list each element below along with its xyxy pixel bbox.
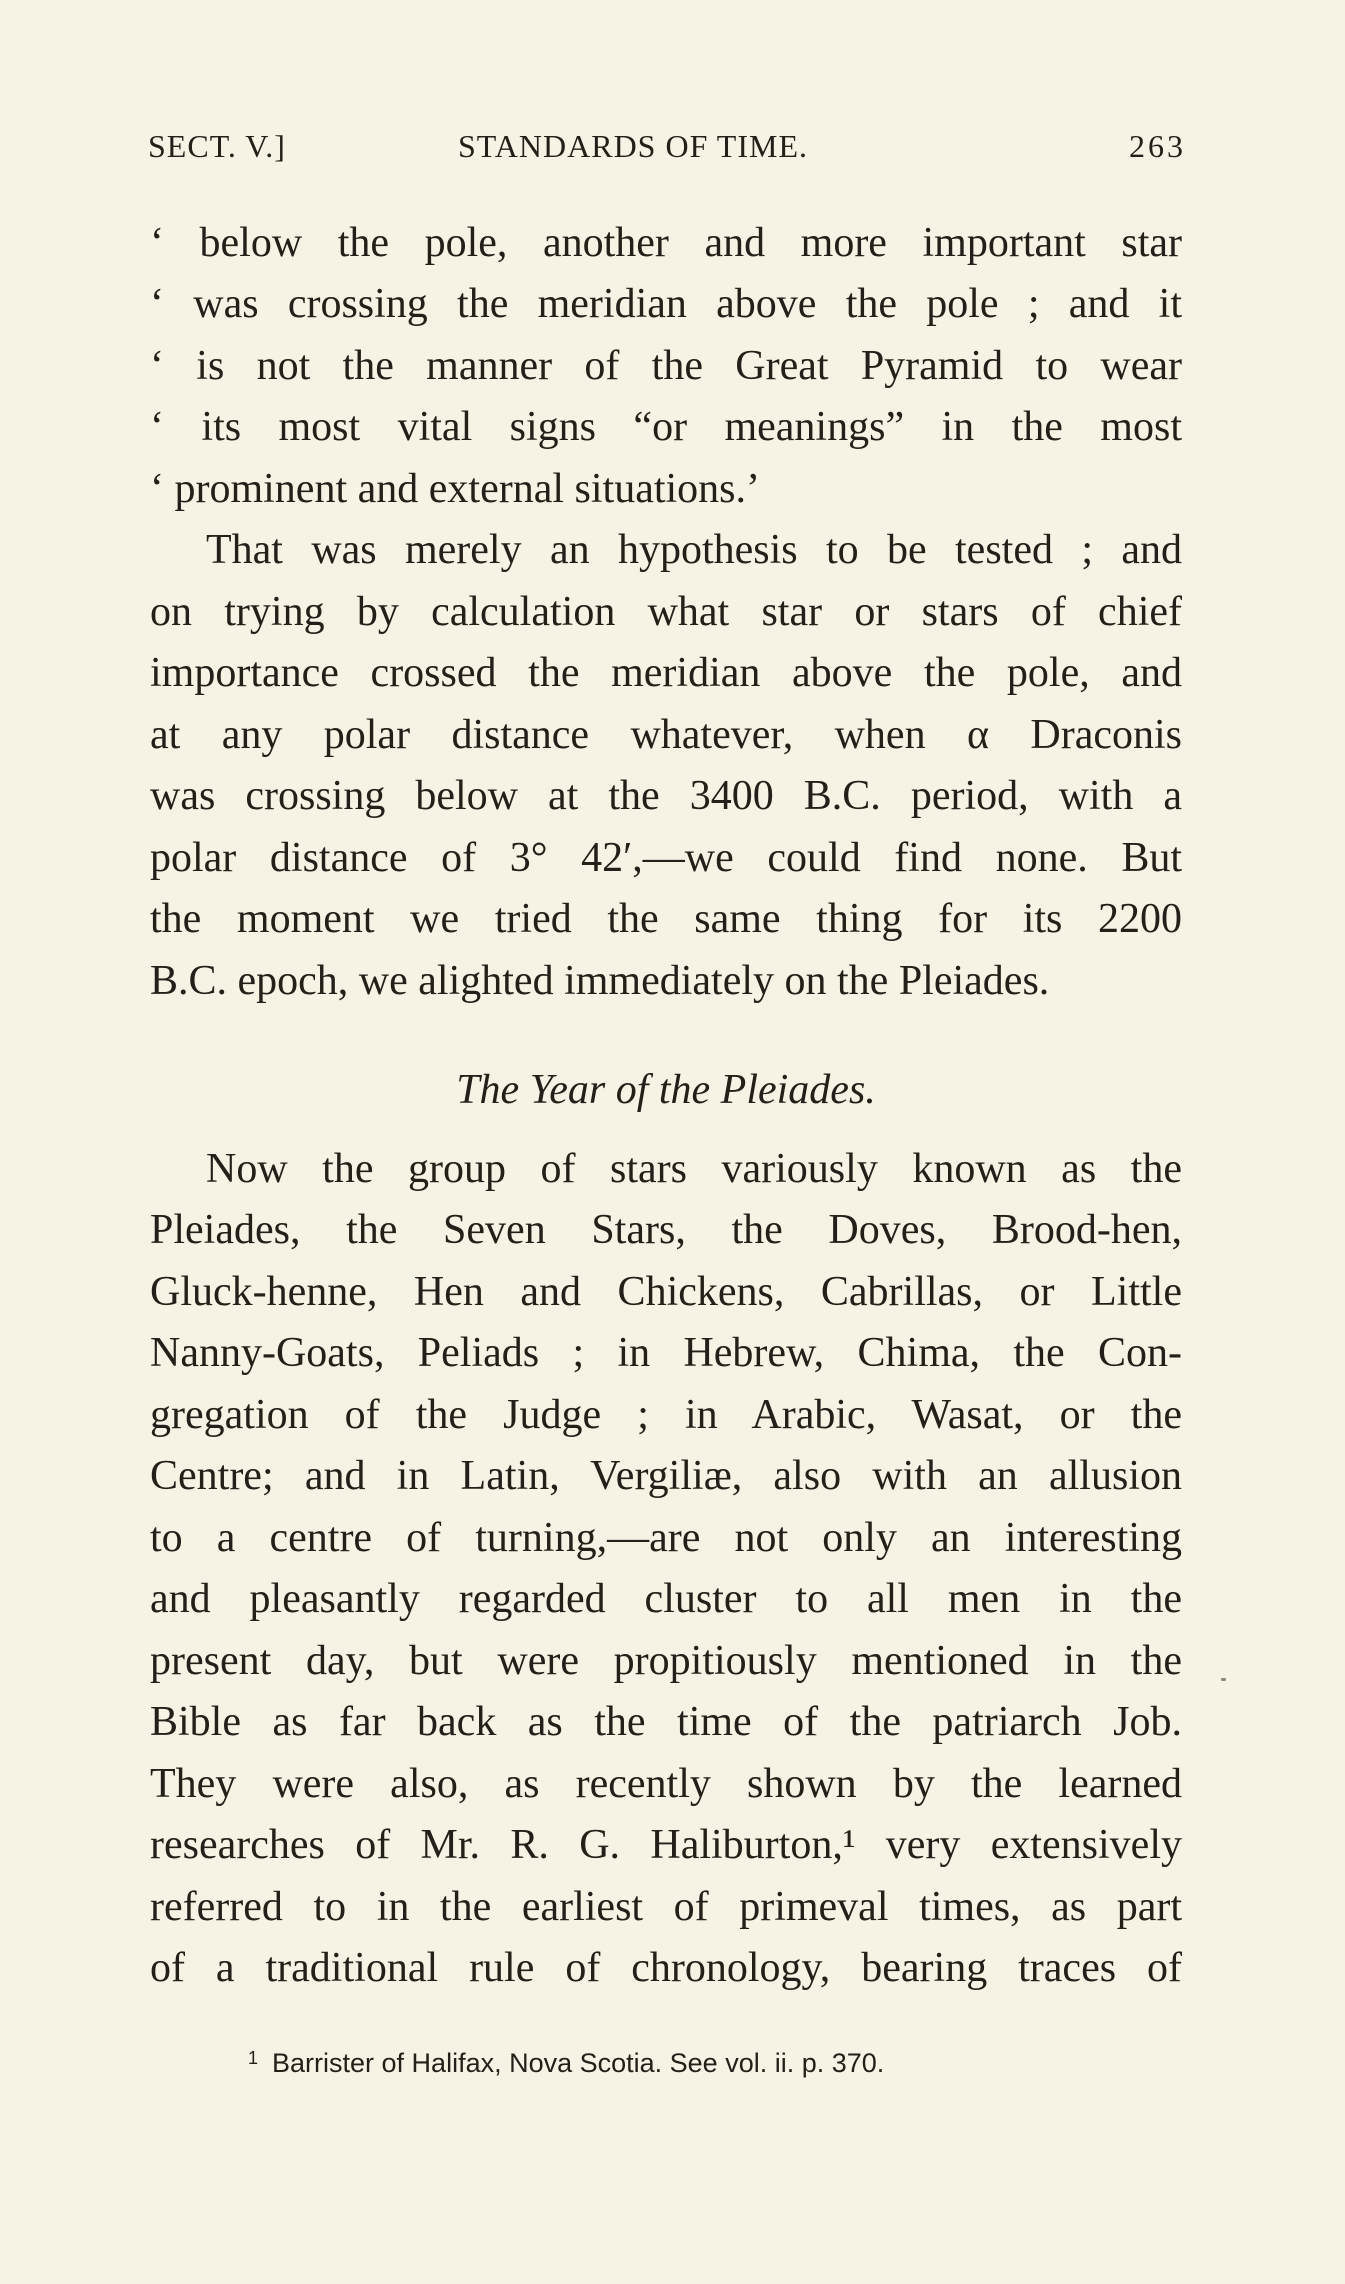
body-line: Bible as far back as the time of the patriarch Job.	[150, 1699, 1182, 1745]
body-line: on trying by calculation what star or stars of chief	[150, 589, 1182, 635]
body-line: at any polar distance whatever, when α Draconis	[150, 712, 1182, 758]
body-line: B.C. epoch, we alighted immediately on the Pleiades.	[150, 958, 1050, 1004]
footnote-marker: 1	[248, 2048, 259, 2068]
paper-speck	[1221, 1678, 1226, 1681]
body-line: They were also, as recently shown by the learned	[150, 1761, 1182, 1807]
body-line: gregation of the Judge ; in Arabic, Wasat, or the	[150, 1392, 1182, 1438]
body-line: polar distance of 3° 42′,—we could find none. But	[150, 835, 1182, 881]
body-line: referred to in the earliest of primeval times, as part	[150, 1884, 1182, 1930]
body-line: Gluck-henne, Hen and Chickens, Cabrillas, or Little	[150, 1269, 1182, 1315]
body-line: was crossing below at the 3400 B.C. period, with a	[150, 773, 1182, 819]
body-line: That was merely an hypothesis to be tested ; and	[206, 527, 1182, 573]
running-header	[148, 128, 1186, 168]
section-heading: The Year of the Pleiades.	[456, 1067, 876, 1113]
body-line: of a traditional rule of chronology, bearing traces of	[150, 1945, 1182, 1991]
header-section: SECT. V.]	[148, 128, 286, 164]
footnote	[248, 2038, 1148, 2078]
body-line: ‘ was crossing the meridian above the pole ; and it	[150, 281, 1182, 327]
body-line: the moment we tried the same thing for its 2200	[150, 896, 1182, 942]
page-number: 263	[1129, 128, 1186, 164]
body-line: Centre; and in Latin, Vergiliæ, also with an allusion	[150, 1453, 1182, 1499]
header-title: STANDARDS OF TIME.	[458, 128, 808, 164]
body-line: Now the group of stars variously known as the	[206, 1146, 1182, 1192]
body-line: Nanny-Goats, Peliads ; in Hebrew, Chima, the Con-	[150, 1330, 1182, 1376]
body-line: to a centre of turning,—are not only an interesting	[150, 1515, 1182, 1561]
body-line: researches of Mr. R. G. Haliburton,¹ very extensively	[150, 1822, 1182, 1868]
body-line: ‘ is not the manner of the Great Pyramid to wear	[150, 343, 1182, 389]
body-line: ‘ its most vital signs “or meanings” in the most	[150, 404, 1182, 450]
body-line: importance crossed the meridian above the pole, and	[150, 650, 1182, 696]
footnote-text: Barrister of Halifax, Nova Scotia. See vol. ii. p. 370.	[272, 2048, 885, 2078]
body-line: ‘ below the pole, another and more important star	[150, 220, 1182, 266]
body-line: Pleiades, the Seven Stars, the Doves, Brood-hen,	[150, 1207, 1182, 1253]
body-line: present day, but were propitiously mentioned in the	[150, 1638, 1182, 1684]
body-line: ‘ prominent and external situations.’	[150, 466, 761, 512]
body-line: and pleasantly regarded cluster to all men in the	[150, 1576, 1182, 1622]
